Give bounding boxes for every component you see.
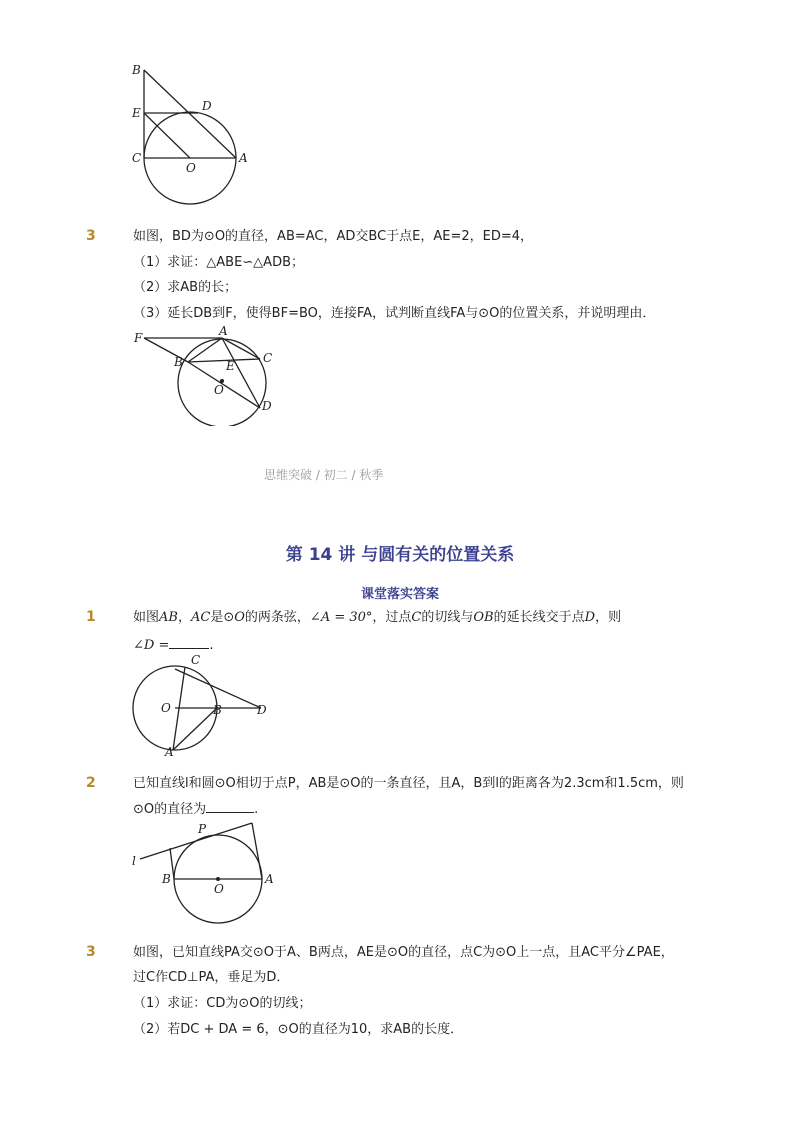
label-a: A — [239, 151, 248, 165]
page-footer: 思维突破 / 初二 / 秋季 — [264, 468, 384, 482]
text-fragment: 是⊙ — [210, 610, 235, 625]
figure-q3-prev-geometry — [130, 326, 290, 426]
label-o: O — [214, 383, 224, 397]
question-3-stem-line-1: 如图，已知直线PA交⊙O于A、B两点，AE是⊙O的直径，点C为⊙O上一点，且AC平分∠PAE， — [133, 945, 674, 960]
segment-ab — [173, 708, 217, 750]
question-2-stem: 已知直线l和圆⊙O相切于点P，AB是⊙O的一条直径，且A，B到l的距离各为2.3cm和1.5cm，则 — [133, 776, 684, 791]
answer-blank[interactable] — [169, 636, 209, 649]
label-b: B — [162, 872, 171, 886]
text-fragment: 的切线与 — [421, 610, 474, 625]
label-c: C — [191, 653, 201, 667]
label-d: D — [257, 703, 267, 717]
math-angle-d: ∠D = — [133, 638, 170, 653]
text-fragment: . — [254, 802, 259, 817]
text-fragment: ， — [177, 610, 191, 625]
answer-blank[interactable] — [206, 800, 254, 813]
question-3-stem-line-2: 过C作CD⊥PA，垂足为D． — [133, 970, 290, 985]
segment-eo — [144, 113, 190, 158]
figure-q1-geometry — [125, 652, 275, 760]
math-o: O — [234, 610, 245, 625]
text-fragment: 的两条弦， — [244, 610, 310, 625]
label-c: C — [132, 151, 142, 165]
math-ac: AC — [190, 610, 211, 625]
label-d: D — [202, 99, 212, 113]
label-o: O — [186, 161, 196, 175]
label-b: B — [174, 355, 183, 369]
question-part-2: （2）求AB的长； — [133, 280, 238, 295]
text-fragment: ，则 — [595, 610, 622, 625]
segment-bd — [188, 362, 260, 408]
text-fragment: 如图 — [133, 610, 160, 625]
center-dot — [216, 877, 220, 881]
label-o: O — [161, 701, 171, 715]
question-1-stem — [133, 609, 621, 627]
perpendicular-a — [252, 823, 262, 879]
label-d: D — [262, 399, 272, 413]
label-c: C — [263, 351, 273, 365]
segment-ba — [144, 70, 236, 158]
question-number: 2 — [86, 775, 96, 791]
math-ob: OB — [473, 610, 494, 625]
label-b: B — [132, 63, 141, 77]
text-fragment: ，过点 — [372, 610, 412, 625]
label-f: F — [134, 331, 143, 345]
label-a: A — [165, 745, 174, 759]
math-angle-a: ∠A = 30° — [309, 610, 373, 625]
question-number: 3 — [86, 944, 96, 960]
question-number: 1 — [86, 609, 96, 625]
figure-top-geometry — [120, 60, 270, 210]
figure-q2-geometry — [128, 815, 288, 927]
label-e: E — [226, 359, 235, 373]
question-stem: 如图，BD为⊙O的直径，AB=AC，AD交BC于点E，AE=2，ED=4， — [133, 229, 534, 244]
lesson-title: 第 14 讲 与圆有关的位置关系 — [285, 545, 515, 565]
section-title: 课堂落实答案 — [360, 587, 439, 602]
label-a: A — [219, 326, 228, 338]
math-ab: AB — [159, 610, 178, 625]
line-l — [140, 823, 252, 859]
question-part-1: （1）求证：△ABE∽△ADB； — [133, 255, 305, 270]
question-3-part-1: （1）求证：CD为⊙O的切线； — [133, 996, 312, 1011]
question-number: 3 — [86, 228, 96, 244]
label-p: P — [198, 822, 207, 836]
label-a: A — [265, 872, 274, 886]
question-part-3: （3）延长DB到F，使得BF=BO，连接FA，试判断直线FA与⊙O的位置关系，并说明理由． — [133, 306, 656, 321]
label-l: l — [132, 854, 136, 868]
text-fragment: ⊙O的直径为 — [133, 802, 207, 817]
question-3-part-2: （2）若DC + DA = 6，⊙O的直径为10，求AB的长度． — [133, 1022, 464, 1037]
segment-bc — [188, 359, 260, 362]
label-o: O — [214, 882, 224, 896]
math-c: C — [411, 610, 422, 625]
math-d: D — [584, 610, 596, 625]
text-fragment: 的延长线交于点 — [493, 610, 585, 625]
text-fragment: . — [209, 638, 214, 653]
label-b: B — [213, 703, 222, 717]
label-e: E — [132, 106, 141, 120]
